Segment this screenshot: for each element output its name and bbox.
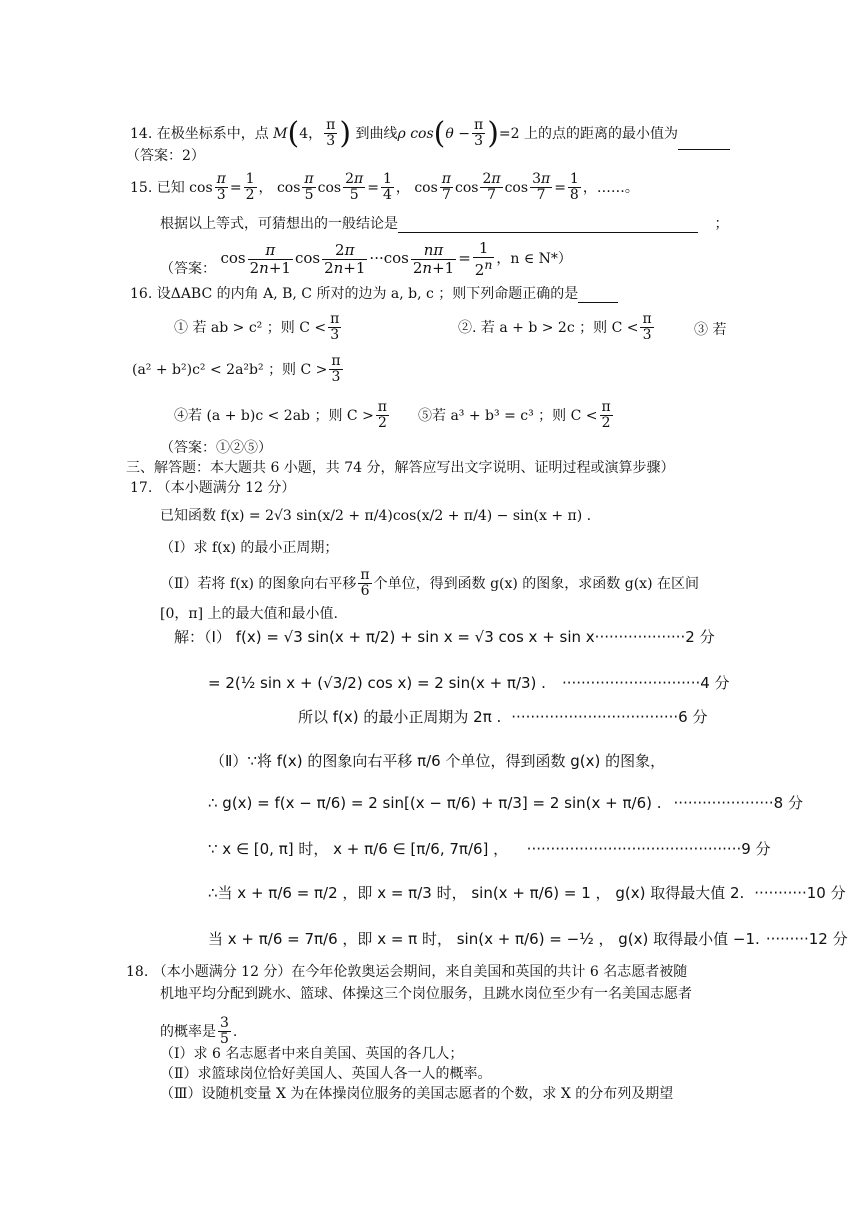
section-3-heading: 三、解答题：本大题共 6 小题，共 74 分，解答应写出文字说明、证明过程或演算步骤） bbox=[126, 460, 675, 476]
q18-prob-frac: $\frac{3}{5}$ bbox=[220, 1015, 229, 1048]
q16-opt5: ⑤若 a³ + b³ = c³ ；则 C < $\frac{\pi}{2}$ bbox=[418, 399, 611, 432]
q15-eq2: cos $\frac{\pi}{5}$ cos $\frac{2\pi}{5}$ = $\frac{1}{4}$ bbox=[276, 171, 392, 204]
q14-point: M bbox=[273, 125, 288, 142]
q15-blank[interactable] bbox=[398, 218, 698, 233]
q16-blank[interactable] bbox=[578, 288, 618, 303]
q14-frac1: $\frac{\pi}{3}$ bbox=[326, 117, 336, 150]
q14-prefix: 14. 在极坐标系中，点 bbox=[130, 125, 269, 142]
q18-line1: 18. （本小题满分 12 分）在今年伦敦奥运会期间，来自美国和英国的共计 6 名志愿者被随 bbox=[126, 964, 688, 980]
q16-opt1: ① 若 ab > c² ；则 C < $\frac{\pi}{3}$ bbox=[174, 311, 340, 344]
q17-sol-line8: 当 x + π/6 = 7π/6 ，即 x = π 时， sin(x + π/6) = −½ ， g(x) 取得最小值 −1. ·········12 分 bbox=[208, 930, 848, 948]
q17-part2: （Ⅱ）若将 f(x) 的图象向右平移 $\frac{\pi}{6}$ 个单位，得到函数 g(x) 的图象，求函数 g(x) 在区间 bbox=[160, 567, 699, 600]
q16-stem: 16. 设ΔABC 的内角 A, B, C 所对的边为 a, b, c ；则下列命题正确的是 bbox=[130, 286, 618, 303]
q14-answer: （答案：2） bbox=[126, 148, 205, 164]
q15-eq3: cos $\frac{\pi}{7}$ cos $\frac{2\pi}{7}$ cos $\frac{3\pi}{7}$ = $\frac{1}{8}$ bbox=[414, 171, 579, 204]
q14-mid: 到曲线 bbox=[355, 125, 398, 142]
q17-part2c: [0，π] 上的最大值和最小值. bbox=[160, 606, 338, 622]
q17-head: 17. （本小题满分 12 分） bbox=[130, 480, 296, 496]
q17-part1: （Ⅰ）求 f(x) 的最小正周期； bbox=[160, 540, 339, 556]
q14-line: 14. 在极坐标系中，点 M(4， $\frac{\pi}{3}$ ) 到曲线ρ cos(θ − $\frac{\pi}{3}$ )=2 上的点的距离的最小值为 bbox=[130, 118, 730, 150]
q16-answer: （答案：①②⑤） bbox=[160, 440, 272, 456]
q18-line2: 机地平均分配到跳水、篮球、体操这三个岗位服务，且跳水岗位至少有一名美国志愿者 bbox=[160, 986, 692, 1002]
q17-func: 已知函数 f(x) = 2√3 sin(x/2 + π/4)cos(x/2 + π/4) − sin(x + π) . bbox=[160, 508, 592, 524]
q15-eq1: cos $\frac{\pi}{3}$ = $\frac{1}{2}$ bbox=[189, 171, 255, 204]
q14-rhocos: ρ cos bbox=[397, 125, 434, 142]
q14-frac2: $\frac{\pi}{3}$ bbox=[474, 117, 484, 150]
q15-line2: 根据以上等式，可猜想出的一般结论是 ； bbox=[160, 216, 729, 232]
q14-coord: 4， bbox=[299, 125, 323, 142]
q16-opt4: ④若 (a + b)c < 2ab ；则 C > $\frac{\pi}{2}$ bbox=[174, 399, 387, 432]
q17-sol-line7: ∴当 x + π/6 = π/2 ，即 x = π/3 时， sin(x + π/6) = 1 ， g(x) 取得最大值 2. ···········10 分 bbox=[208, 884, 846, 902]
q18-part1: （Ⅰ）求 6 名志愿者中来自美国、英国的各几人； bbox=[160, 1046, 464, 1062]
q17-sol-line1: 解：（Ⅰ） f(x) = √3 sin(x + π/2) + sin x = √3 cos x + sin x···················2 分 bbox=[174, 628, 715, 646]
q16-opt3: ③ 若 bbox=[694, 322, 727, 338]
q14-suffix: =2 上的点的距离的最小值为 bbox=[498, 125, 679, 142]
q18-line3: 的概率是 $\frac{3}{5}$ . bbox=[160, 1015, 238, 1048]
q17-sol-line4: （Ⅱ）∵将 f(x) 的图象向右平移 π/6 个单位，得到函数 g(x) 的图象， bbox=[210, 752, 666, 770]
q18-part2: （Ⅱ）求篮球岗位恰好美国人、英国人各一人的概率。 bbox=[160, 1066, 492, 1082]
q17-sol-line2: = 2(½ sin x + (√3/2) cos x) = 2 sin(x + π/3) . ·····························4 分 bbox=[208, 674, 730, 692]
q15-answer: （答案： cos $\frac{\pi}{2n+1}$ cos $\frac{2\pi}{2n+1}$ ···cos $\frac{n\pi}{2n+1}$ = $\frac{1}{2^n}$ ，n ∈ N*） bbox=[160, 239, 572, 279]
q15-line1: 15. 已知 cos $\frac{\pi}{3}$ = $\frac{1}{2}$ ， cos $\frac{\pi}{5}$ cos $\frac{2\pi}{5}$ = $\frac{1}{4}$ ， cos $\frac{\pi}{7}$ cos $\frac{2\pi}{7}$ cos $\frac{3\pi}{7}$ = $\frac{1}{8}$ ，……。 bbox=[130, 171, 639, 204]
q17-sol-line6: ∵ x ∈ [0, π] 时， x + π/6 ∈ [π/6, 7π/6] ， ·············································9 分 bbox=[208, 840, 771, 858]
q14-blank[interactable] bbox=[678, 135, 730, 150]
q17-sol-line5: ∴ g(x) = f(x − π/6) = 2 sin[(x − π/6) + π/3] = 2 sin(x + π/6) . ·····················8 分 bbox=[208, 794, 803, 812]
q17-sol-line3: 所以 f(x) 的最小正周期为 2π . ···································6 分 bbox=[298, 708, 708, 726]
q15-ans-formula: cos $\frac{\pi}{2n+1}$ cos $\frac{2\pi}{2n+1}$ ···cos $\frac{n\pi}{2n+1}$ = $\frac{1}{2^n}$ bbox=[220, 239, 493, 279]
q18-part3: （Ⅲ）设随机变量 X 为在体操岗位服务的美国志愿者的个数，求 X 的分布列及期望 bbox=[160, 1086, 674, 1102]
q16-opt2: ②. 若 a + b > 2c ；则 C < $\frac{\pi}{3}$ bbox=[458, 311, 652, 344]
q16-opt3b: (a² + b²)c² < 2a²b² ；则 C > $\frac{\pi}{3}$ bbox=[132, 353, 341, 386]
